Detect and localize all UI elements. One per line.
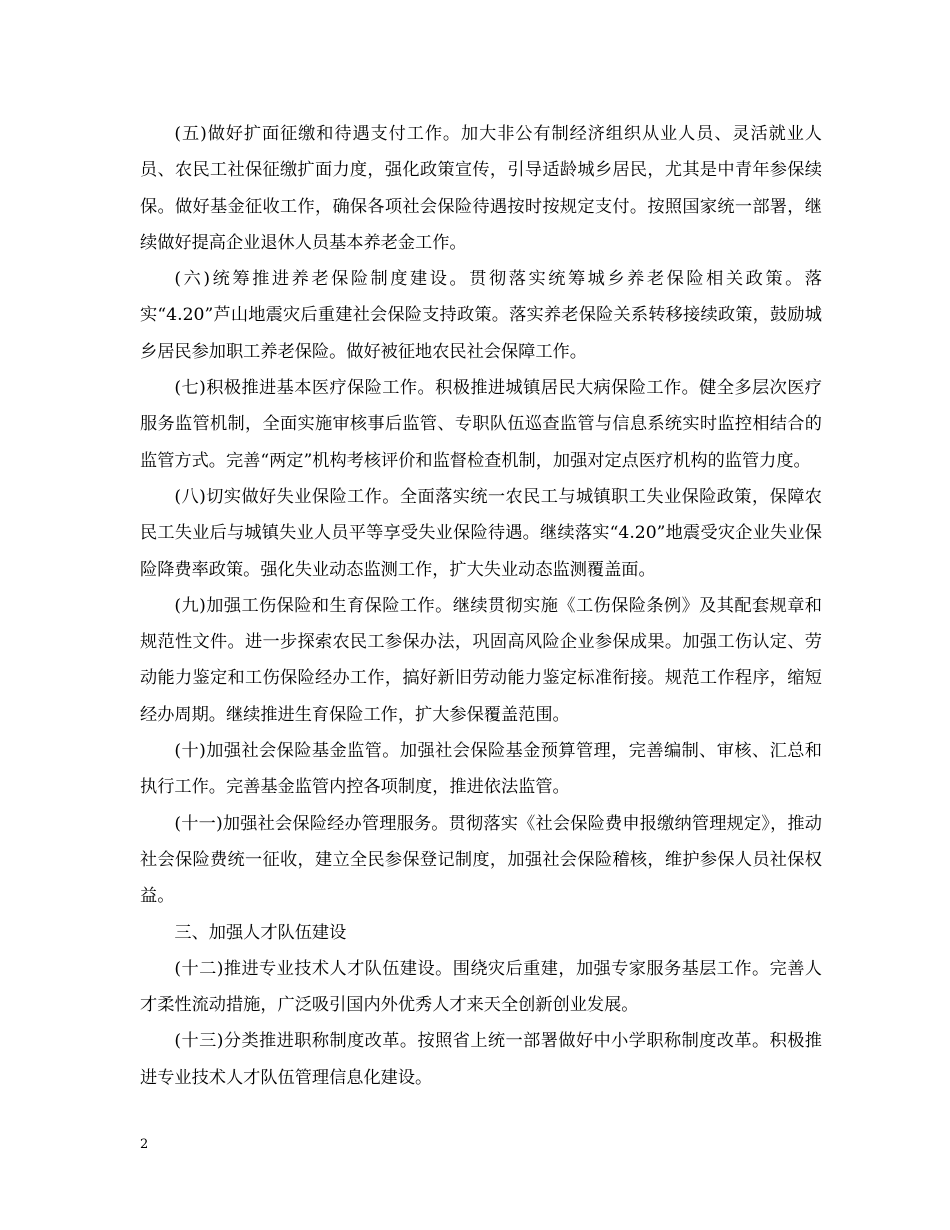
paragraph-13: (十三)分类推进职称制度改革。按照省上统一部署做好中小学职称制度改革。积极推进专业技术人才队伍管理信息化建设。 [140,1031,822,1088]
paragraph-5: (五)做好扩面征缴和待遇支付工作。加大非公有制经济组织从业人员、灵活就业人员、农民工社保征缴扩面力度，强化政策宣传，引导适龄城乡居民，尤其是中青年参保续保。做好基金征收工作，确保各项社会保险待遇按时按规定支付。按照国家统一部署，继续做好提高企业退休人员基本养老金工作。 [140,124,822,253]
paragraph-7: (七)积极推进基本医疗保险工作。积极推进城镇居民大病保险工作。健全多层次医疗服务监管机制，全面实施审核事后监管、专职队伍巡查监管与信息系统实时监控相结合的监管方式。完善“两定”机构考核评价和监督检查机制，加强对定点医疗机构的监管力度。 [140,378,822,471]
paragraph-10: (十)加强社会保险基金监管。加强社会保险基金预算管理，完善编制、审核、汇总和执行工作。完善基金监管内控各项制度，推进依法监管。 [140,741,822,798]
paragraph-6: (六)统筹推进养老保险制度建设。贯彻落实统筹城乡养老保险相关政策。落实“4.20”芦山地震灾后重建社会保险支持政策。落实养老保险关系转移接续政策，鼓励城乡居民参加职工养老保险。做好被征地农民社会保障工作。 [140,269,822,362]
paragraph-9: (九)加强工伤保险和生育保险工作。继续贯彻实施《工伤保险条例》及其配套规章和规范性文件。进一步探索农民工参保办法，巩固高风险企业参保成果。加强工伤认定、劳动能力鉴定和工伤保险经办工作，搞好新旧劳动能力鉴定标准衔接。规范工作程序，缩短经办周期。继续推进生育保险工作，扩大参保覆盖范围。 [140,595,822,725]
paragraph-8: (八)切实做好失业保险工作。全面落实统一农民工与城镇职工失业保险政策，保障农民工失业后与城镇失业人员平等享受失业保险待遇。继续落实“4.20”地震受灾企业失业保险降费率政策。强化失业动态监测工作，扩大失业动态监测覆盖面。 [140,486,822,580]
paragraph-12: (十二)推进专业技术人才队伍建设。围绕灾后重建，加强专家服务基层工作。完善人才柔性流动措施，广泛吸引国内外优秀人才来天全创新创业发展。 [140,958,822,1016]
section-heading-talent: 三、加强人才队伍建设 [174,922,347,943]
page-number: 2 [140,1137,149,1152]
paragraph-11: (十一)加强社会保险经办管理服务。贯彻落实《社会保险费申报缴纳管理规定》，推动社会保险费统一征收，建立全民参保登记制度，加强社会保险稽核，维护参保人员社保权益。 [140,813,822,907]
document-body [140,116,822,1096]
